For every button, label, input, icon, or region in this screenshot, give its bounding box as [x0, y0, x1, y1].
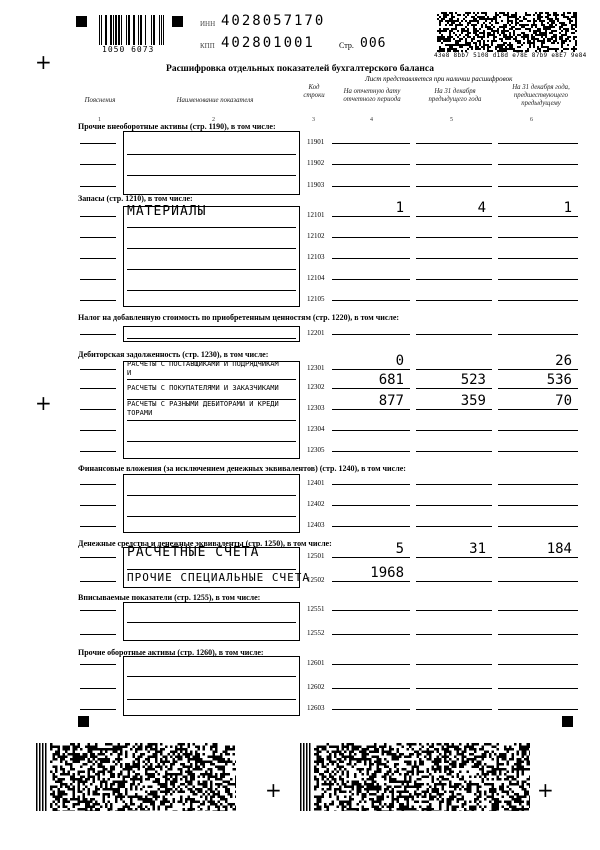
- row-code: 12552: [307, 629, 325, 637]
- col-num-1: 1: [98, 117, 101, 123]
- col-num-2: 2: [212, 117, 215, 123]
- explanation-field[interactable]: [80, 709, 116, 710]
- value-field[interactable]: [416, 526, 492, 527]
- value-field[interactable]: [332, 430, 410, 431]
- value-field[interactable]: [498, 709, 578, 710]
- section-title: Прочие внеоборотные активы (стр. 1190), в том числе:: [78, 122, 276, 131]
- row-divider: [127, 441, 296, 442]
- value-field[interactable]: [498, 505, 578, 506]
- value-field[interactable]: [498, 688, 578, 689]
- col-head-3: Код строки: [303, 84, 325, 99]
- value-field[interactable]: [332, 505, 410, 506]
- corner-marker: [78, 716, 89, 727]
- value-field[interactable]: [498, 334, 578, 335]
- top-barcode: [97, 15, 165, 45]
- value-field[interactable]: [416, 451, 492, 452]
- explanation-field[interactable]: [80, 409, 116, 410]
- explanation-field[interactable]: [80, 484, 116, 485]
- value-field[interactable]: [416, 484, 492, 485]
- value-field[interactable]: [332, 300, 410, 301]
- value-field[interactable]: [498, 388, 578, 389]
- value-field[interactable]: [498, 581, 578, 582]
- col-head-4: На отчетную дату отчетного периода: [343, 88, 401, 103]
- row-code: 12304: [307, 425, 325, 433]
- indicator-name-cont: И: [127, 369, 132, 377]
- row-divider: [127, 175, 296, 176]
- col-head-1: Пояснения: [84, 97, 116, 104]
- value-field[interactable]: [498, 216, 578, 217]
- value-3: 1: [563, 200, 572, 216]
- value-field[interactable]: [416, 388, 492, 389]
- value-field[interactable]: [416, 557, 492, 558]
- value-field[interactable]: [498, 610, 578, 611]
- registration-cross-icon: +: [265, 778, 282, 802]
- row-divider: [127, 379, 296, 380]
- explanation-field[interactable]: [80, 451, 116, 452]
- explanation-field[interactable]: [80, 634, 116, 635]
- row-divider: [127, 495, 296, 496]
- value-field[interactable]: [416, 300, 492, 301]
- row-divider: [127, 699, 296, 700]
- inn-label: ИНН: [200, 20, 216, 28]
- explanation-field[interactable]: [80, 334, 116, 335]
- qr-code-bottom-left: [36, 743, 236, 811]
- row-code: 12103: [307, 253, 325, 261]
- value-field[interactable]: [332, 258, 410, 259]
- row-divider: [127, 516, 296, 517]
- explanation-field[interactable]: [80, 581, 116, 582]
- value-field[interactable]: [416, 634, 492, 635]
- explanation-field[interactable]: [80, 430, 116, 431]
- col-num-3: 3: [312, 117, 315, 123]
- name-box: [123, 206, 300, 307]
- explanation-field[interactable]: [80, 688, 116, 689]
- value-field[interactable]: [416, 610, 492, 611]
- explanation-field[interactable]: [80, 388, 116, 389]
- value-1: 877: [378, 393, 404, 409]
- value-field[interactable]: [498, 369, 578, 370]
- row-code: 12105: [307, 295, 325, 303]
- col-num-5: 5: [450, 117, 453, 123]
- barcode-number: 1050 6073: [102, 45, 155, 54]
- col-head-6: На 31 декабря года, предшествующего предыдущему: [512, 84, 570, 107]
- registration-cross-icon: +: [537, 778, 554, 802]
- value-field[interactable]: [498, 186, 578, 187]
- value-field[interactable]: [498, 164, 578, 165]
- registration-cross-icon: +: [35, 50, 52, 74]
- value-field[interactable]: [332, 388, 410, 389]
- indicator-name: РАСЧЕТЫ С ПОКУПАТЕЛЯМИ И ЗАКАЗЧИКАМИ: [127, 384, 279, 392]
- value-field[interactable]: [416, 279, 492, 280]
- row-divider: [127, 290, 296, 291]
- page-label: Стр.: [339, 41, 354, 50]
- explanation-field[interactable]: [80, 505, 116, 506]
- value-field[interactable]: [416, 505, 492, 506]
- explanation-field[interactable]: [80, 237, 116, 238]
- row-code: 12601: [307, 659, 325, 667]
- explanation-field[interactable]: [80, 664, 116, 665]
- value-1: 1: [395, 200, 404, 216]
- form-subtitle: Лист представляется при наличии расшифровок: [365, 75, 513, 83]
- name-box: [123, 326, 300, 342]
- row-code: 12101: [307, 211, 325, 219]
- explanation-field[interactable]: [80, 300, 116, 301]
- value-field[interactable]: [416, 430, 492, 431]
- value-3: 26: [555, 353, 572, 369]
- row-divider: [127, 569, 296, 570]
- value-field[interactable]: [498, 664, 578, 665]
- row-code: 12102: [307, 232, 325, 240]
- explanation-field[interactable]: [80, 164, 116, 165]
- corner-marker: [172, 16, 183, 27]
- explanation-field[interactable]: [80, 258, 116, 259]
- value-2: 359: [460, 393, 486, 409]
- row-code: 12302: [307, 383, 325, 391]
- qr-code-bottom-right: [300, 743, 530, 811]
- form-title: Расшифровка отдельных показателей бухгалтерского баланса: [166, 64, 434, 74]
- value-field[interactable]: [332, 186, 410, 187]
- value-field[interactable]: [332, 237, 410, 238]
- kpp-value: 402801001: [221, 35, 315, 51]
- qr-code-top: [437, 12, 577, 52]
- section-title: Дебиторская задолженность (стр. 1230), в том числе:: [78, 350, 269, 359]
- col-head-5: На 31 декабря предыдущего года: [428, 88, 482, 103]
- row-divider: [127, 154, 296, 155]
- value-field[interactable]: [416, 164, 492, 165]
- row-divider: [127, 269, 296, 270]
- row-divider: [127, 676, 296, 677]
- value-3: 536: [546, 372, 572, 388]
- value-field[interactable]: [332, 216, 410, 217]
- indicator-name: РАСЧЕТЫ С РАЗНЫМИ ДЕБИТОРАМИ И КРЕДИ: [127, 400, 279, 408]
- explanation-field[interactable]: [80, 610, 116, 611]
- col-head-2: Наименование показателя: [176, 97, 254, 104]
- indicator-name: РАСЧЕТЫ С ПОСТАВЩИКАМИ И ПОДРЯДЧИКАМ: [127, 360, 279, 368]
- value-field[interactable]: [498, 300, 578, 301]
- value-field[interactable]: [332, 526, 410, 527]
- value-field[interactable]: [332, 334, 410, 335]
- value-field[interactable]: [416, 664, 492, 665]
- value-field[interactable]: [416, 237, 492, 238]
- value-field[interactable]: [332, 610, 410, 611]
- value-field[interactable]: [416, 409, 492, 410]
- row-divider: [127, 338, 296, 339]
- row-divider: [127, 622, 296, 623]
- corner-marker: [76, 16, 87, 27]
- value-field[interactable]: [498, 258, 578, 259]
- corner-marker: [562, 716, 573, 727]
- row-code: 11902: [307, 159, 325, 167]
- row-code: 11903: [307, 181, 325, 189]
- value-2: 4: [477, 200, 486, 216]
- value-field[interactable]: [416, 216, 492, 217]
- row-code: 12501: [307, 552, 325, 560]
- value-3: 70: [555, 393, 572, 409]
- explanation-field[interactable]: [80, 186, 116, 187]
- explanation-field[interactable]: [80, 557, 116, 558]
- page-number: 006: [360, 36, 387, 51]
- section-title: Налог на добавленную стоимость по приобретенным ценностям (стр. 1220), в том числе:: [78, 313, 400, 322]
- explanation-field[interactable]: [80, 526, 116, 527]
- value-field[interactable]: [498, 526, 578, 527]
- value-field[interactable]: [416, 258, 492, 259]
- indicator-name: РАСЧЕТНЫЕ СЧЕТА: [127, 545, 260, 560]
- inn-value: 4028057170: [221, 13, 326, 29]
- value-field[interactable]: [332, 664, 410, 665]
- name-box: [123, 656, 300, 716]
- explanation-field[interactable]: [80, 216, 116, 217]
- explanation-field[interactable]: [80, 369, 116, 370]
- row-code: 12201: [307, 329, 325, 337]
- explanation-field[interactable]: [80, 279, 116, 280]
- value-field[interactable]: [498, 634, 578, 635]
- section-title: Денежные средства и денежные эквиваленты (стр. 1250), в том числе:: [78, 539, 332, 548]
- value-field[interactable]: [416, 186, 492, 187]
- row-code: 12403: [307, 521, 325, 529]
- value-field[interactable]: [416, 369, 492, 370]
- value-1: 5: [395, 541, 404, 557]
- row-code: 12602: [307, 683, 325, 691]
- name-box: [123, 474, 300, 533]
- value-field[interactable]: [498, 237, 578, 238]
- value-2: 523: [460, 372, 486, 388]
- value-field[interactable]: [498, 279, 578, 280]
- value-field[interactable]: [332, 634, 410, 635]
- hash-text: 43e8 8bb7 5108 d18d e78E 87b9 e8E7 9e84: [434, 52, 587, 59]
- value-3: 184: [546, 541, 572, 557]
- explanation-field[interactable]: [80, 143, 116, 144]
- row-code: 12305: [307, 446, 325, 454]
- name-box: [123, 131, 300, 195]
- indicator-name-cont: ТОРАМИ: [127, 409, 153, 417]
- section-title: Запасы (стр. 1210), в том числе:: [78, 194, 193, 203]
- value-field[interactable]: [498, 557, 578, 558]
- row-code: 12402: [307, 500, 325, 508]
- value-field[interactable]: [416, 709, 492, 710]
- row-code: 12301: [307, 364, 325, 372]
- registration-cross-icon: +: [35, 391, 52, 415]
- section-title: Прочие оборотные активы (стр. 1260), в том числе:: [78, 648, 264, 657]
- value-2: 31: [469, 541, 486, 557]
- value-field[interactable]: [332, 451, 410, 452]
- value-1: 0: [395, 353, 404, 369]
- value-field[interactable]: [416, 143, 492, 144]
- value-field[interactable]: [416, 688, 492, 689]
- section-title: Финансовые вложения (за исключением денежных эквивалентов) (стр. 1240), в том числе:: [78, 464, 406, 473]
- indicator-name: ПРОЧИЕ СПЕЦИАЛЬНЫЕ СЧЕТА: [127, 571, 310, 584]
- row-divider: [127, 248, 296, 249]
- section-title: Вписываемые показатели (стр. 1255), в том числе:: [78, 593, 261, 602]
- value-field[interactable]: [332, 484, 410, 485]
- value-field[interactable]: [332, 164, 410, 165]
- value-field[interactable]: [332, 279, 410, 280]
- row-code: 12502: [307, 576, 325, 584]
- indicator-name: МАТЕРИАЛЫ: [127, 204, 207, 219]
- value-field[interactable]: [416, 334, 492, 335]
- row-divider: [127, 420, 296, 421]
- row-code: 12303: [307, 404, 325, 412]
- value-field[interactable]: [332, 557, 410, 558]
- row-code: 12401: [307, 479, 325, 487]
- value-field[interactable]: [332, 581, 410, 582]
- row-divider: [127, 227, 296, 228]
- row-code: 12104: [307, 274, 325, 282]
- value-field[interactable]: [332, 143, 410, 144]
- value-field[interactable]: [498, 430, 578, 431]
- row-code: 12603: [307, 704, 325, 712]
- value-field[interactable]: [332, 409, 410, 410]
- value-field[interactable]: [332, 369, 410, 370]
- kpp-label: КПП: [200, 42, 215, 50]
- value-field[interactable]: [332, 688, 410, 689]
- row-code: 12551: [307, 605, 325, 613]
- value-1: 1968: [370, 565, 404, 581]
- value-field[interactable]: [498, 143, 578, 144]
- col-num-6: 6: [530, 117, 533, 123]
- value-1: 681: [378, 372, 404, 388]
- row-code: 11901: [307, 138, 325, 146]
- value-field[interactable]: [498, 484, 578, 485]
- col-num-4: 4: [370, 117, 373, 123]
- value-field[interactable]: [498, 409, 578, 410]
- value-field[interactable]: [416, 581, 492, 582]
- value-field[interactable]: [332, 709, 410, 710]
- value-field[interactable]: [498, 451, 578, 452]
